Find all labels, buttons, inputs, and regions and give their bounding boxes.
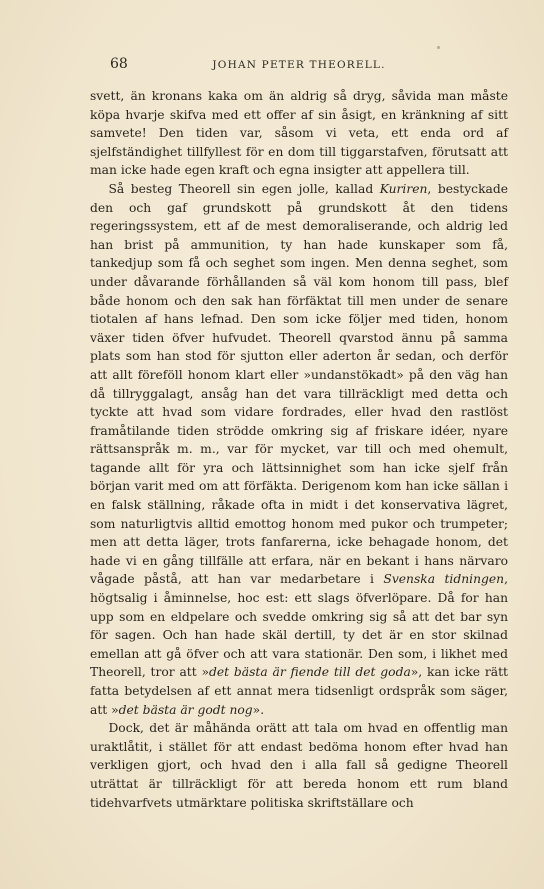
italic-proverb: det bästa är fiende till det goda [209, 665, 411, 680]
text-segment: Dock, det är måhända orätt att tala om hvad en offentlig man uraktlåtit, i stället för att endast bedöma honom efter hvad han verkligen gjort, och hvad den i alla fall så gedigne Theorell uträttat är tillräckligt för att bereda honom ett rum bland tidehvarfvets utmärktare politiska skriftställare och [90, 721, 508, 810]
paragraph-2 [90, 180, 508, 719]
paper-speck [437, 46, 440, 49]
italic-newspaper-title: Kuriren [379, 181, 428, 196]
paragraph-3 [90, 719, 508, 812]
text-segment: , högtsalig i åminnelse, hoc est: ett slags öfverlöpare. Då for han upp som en eldpelare och svedde omkring sig så att det bar syn för sagen. Och han hade skäl dertill, ty det är en stor skilnad emellan att gå öfver och att vara stationär. Den som, i likhet med Theorell, tror att » [90, 572, 508, 680]
body-text [90, 87, 508, 812]
page-header [90, 56, 508, 76]
italic-proverb: det bästa är godt nog [118, 702, 253, 717]
page-number: 68 [110, 56, 128, 72]
text-segment: svett, än kronans kaka om än aldrig så dryg, såvida man måste köpa hvarje skifva med ett offer af sin åsigt, en kränkning af sitt samvete! Den tiden var, såsom vi veta, ett enda ord af sjelfständighet tillfyllest för en dom till tiggarstafven, förutsatt att man icke hade egen kraft och egna insigter att appellera till. [90, 89, 508, 178]
italic-newspaper-title: Svenska tidningen [383, 572, 505, 587]
text-segment: , bestyckade den och gaf grundskott på grundskott åt den tidens regeringssystem, ett af de mest demoraliserande, och aldrig led han brist på ammunition, ty han hade kunskaper som få, tankedjup som få och seghet som ingen. Men denna seghet, som under dåvarande förhållanden så väl kom honom till pass, blef både honom och den sak han förfäktat till men under de senare tiotalen af hans lefnad. Den som icke följer med tiden, honom växer tiden öfver hufvudet. Theorell qvarstod ännu på samma plats som han stod för sjutton eller aderton år sedan, och derför att allt föreföll honom klart eller »undanstökadt» på den väg han då tillryggalagt, ansåg han det vara tillräckligt med detta och tyckte att hvad som vidare fordrades, eller hvad den rastlöst framåtilande tiden strödde omkring sig af friskare idéer, nyare rättsanspråk m. m., var för mycket, var till och med ohemult, tagande allt för yra och lättsinnighet som han icke sjelf från början varit med om att förfäkta. Derigenom kom han icke sällan i en falsk ställning, råkade ofta in midt i det konservativa lägret, som naturligtvis alltid emottog honom med pukor och trumpeter; men att detta läger, trots fanfarerna, icke behagade honom, det hade vi en gång tillfälle att erfara, när en bekant i hans närvaro vågade påstå, att han var medarbetare i [90, 181, 508, 587]
text-segment: Så besteg Theorell sin egen jolle, kallad [108, 181, 380, 196]
running-head: JOHAN PETER THEORELL. [212, 59, 386, 71]
text-segment: ». [252, 702, 265, 717]
paragraph-1 [90, 87, 508, 180]
text-segment: », kan icke rätt fatta betydelsen af ett annat mera tidsenligt ordspråk som säger, att » [90, 665, 508, 717]
